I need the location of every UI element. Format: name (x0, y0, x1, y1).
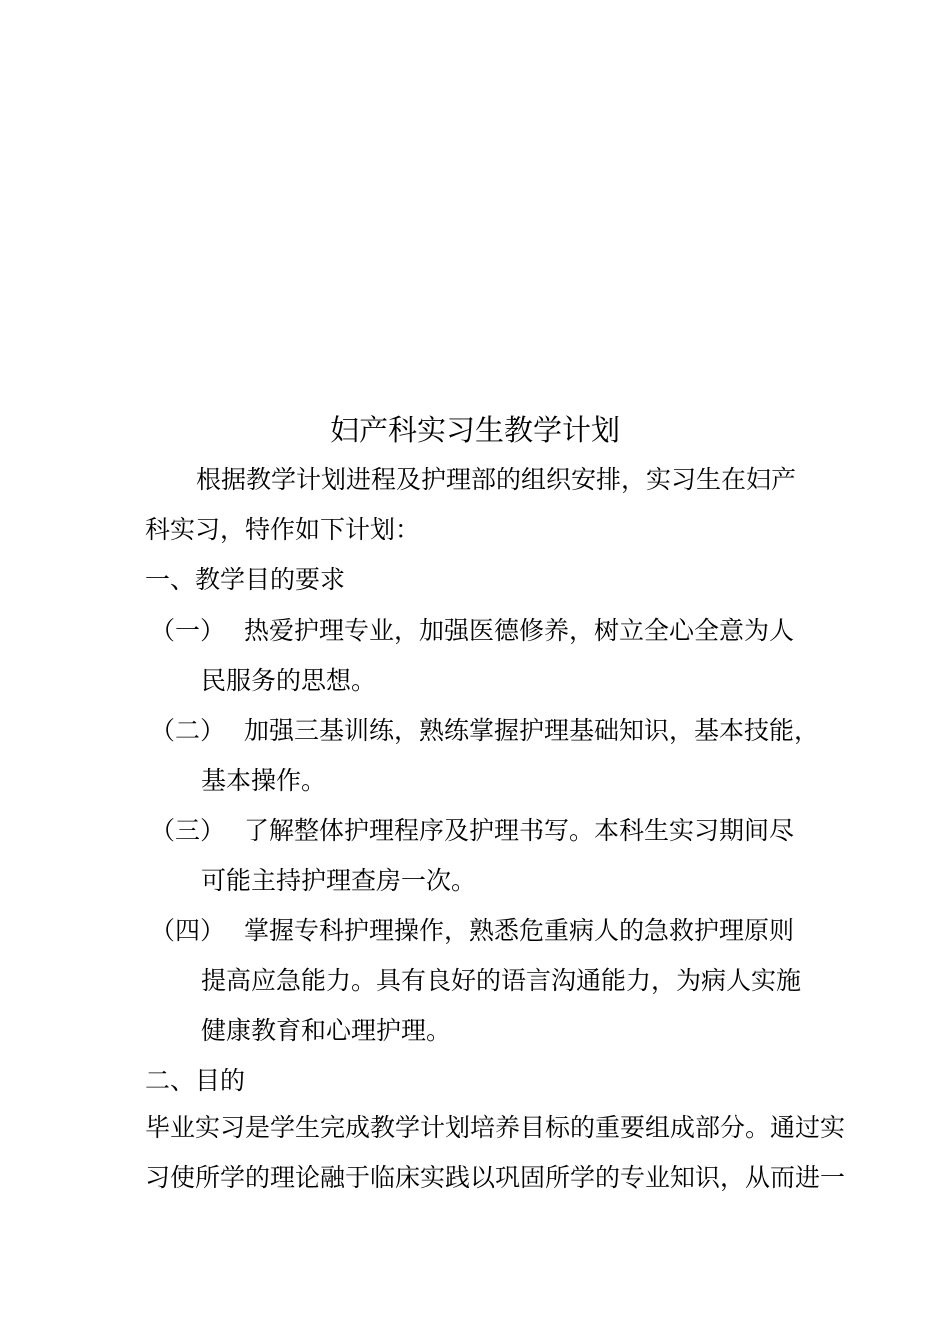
list-item-text-1-line-1: 热爱护理专业，加强医德修养，树立全心全意为人 (244, 616, 795, 645)
intro-paragraph-line-1: 根据教学计划进程及护理部的组织安排，实习生在妇产 (196, 465, 797, 494)
list-item-text-3-line-1: 了解整体护理程序及护理书写。本科生实习期间尽 (244, 816, 795, 845)
list-item-text-1-line-2: 民服务的思想。 (201, 666, 377, 695)
list-item-label-3: （三） (150, 816, 226, 845)
list-item-text-4-line-2: 提高应急能力。具有良好的语言沟通能力，为病人实施 (201, 966, 802, 995)
section-2-paragraph-line-1: 毕业实习是学生完成教学计划培养目标的重要组成部分。通过实 (145, 1113, 846, 1142)
section-2-paragraph-line-2: 习使所学的理论融于临床实践以巩固所学的专业知识，从而进一 (145, 1163, 846, 1192)
list-item-label-1: （一） (150, 616, 226, 645)
list-item-text-2-line-2: 基本操作。 (201, 766, 327, 795)
list-item-label-4: （四） (150, 916, 226, 945)
list-item-text-2-line-1: 加强三基训练，熟练掌握护理基础知识，基本技能， (244, 716, 820, 745)
document-title: 妇产科实习生教学计划 (329, 413, 620, 447)
intro-paragraph-line-2: 科实习，特作如下计划： (145, 515, 421, 544)
list-item-text-4-line-3: 健康教育和心理护理。 (201, 1016, 452, 1045)
list-item-text-4-line-1: 掌握专科护理操作，熟悉危重病人的急救护理原则 (244, 916, 795, 945)
section-heading-1: 一、教学目的要求 (145, 565, 346, 594)
list-item-text-3-line-2: 可能主持护理查房一次。 (201, 866, 477, 895)
section-heading-2: 二、目的 (145, 1066, 246, 1095)
list-item-label-2: （二） (150, 716, 226, 745)
